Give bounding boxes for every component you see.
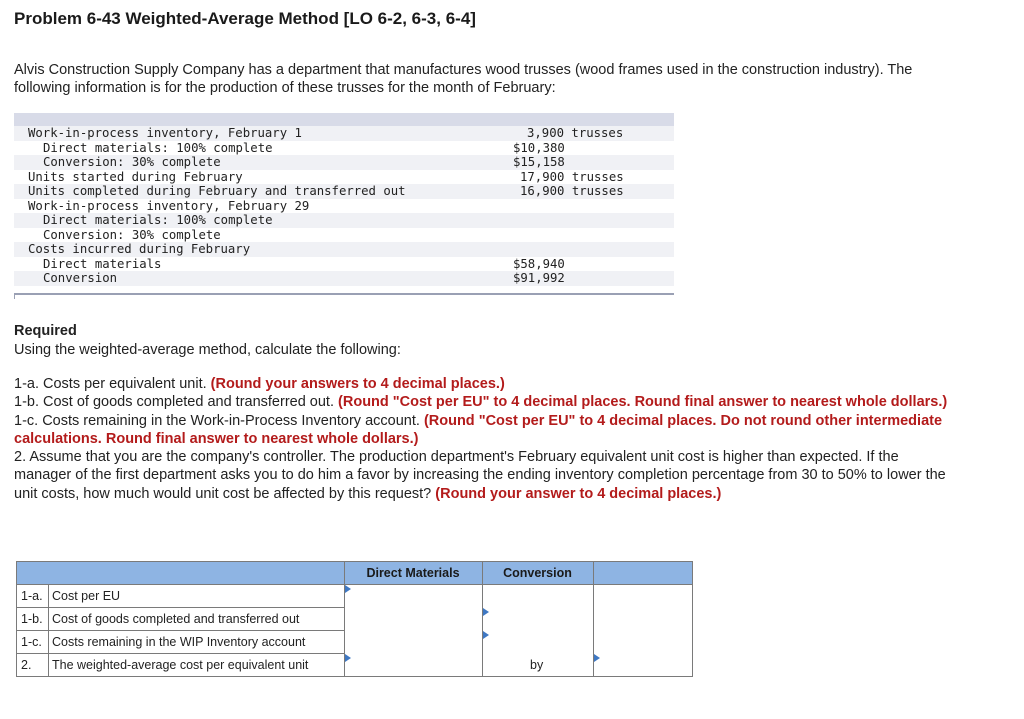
task-1c-text: 1-c. Costs remaining in the Work-in-Process Inventory account.	[14, 412, 420, 429]
answer-row-1c	[17, 631, 344, 653]
header-direct-materials: Direct Materials	[366, 566, 460, 580]
task-1b	[14, 393, 949, 411]
row-label: Direct materials: 100% complete	[43, 213, 273, 227]
input-marker-icon	[345, 585, 351, 593]
table-bottom-cap	[14, 293, 15, 299]
row-label: Conversion: 30% complete	[43, 227, 221, 242]
task-2	[14, 448, 949, 503]
task-1a-hint: (Round your answers to 4 decimal places.)	[210, 376, 505, 392]
task-1a-text: 1-a. Costs per equivalent unit.	[14, 376, 207, 392]
required-subheading: Using the weighted-average method, calculate the following:	[14, 342, 401, 358]
row-value: 16,900 trusses	[520, 184, 624, 198]
input-marker-icon	[594, 654, 600, 662]
table-row	[14, 141, 674, 156]
input-marker-icon	[483, 631, 489, 639]
task-1c-hint: (Round "Cost per EU" to 4 decimal places. Do not round other intermediate calculations. Round final answer to nearest whole dollars.)	[14, 412, 943, 447]
table-row	[14, 199, 674, 214]
table-row	[14, 170, 674, 185]
task-list	[14, 375, 949, 503]
row-value: $15,158	[513, 155, 565, 169]
row-value: 3,900 trusses	[527, 126, 624, 140]
row-label: Costs incurred during February	[28, 242, 251, 256]
dm-cost-per-eu-input[interactable]	[345, 585, 482, 607]
row-value: $91,992	[513, 271, 565, 285]
row-value: $58,940	[513, 256, 565, 271]
row-label: Work-in-process inventory, February 29	[28, 198, 310, 213]
table-top-band	[14, 113, 674, 126]
table-row	[14, 242, 674, 257]
task-2-hint: (Round your answer to 4 decimal places.)	[435, 485, 722, 502]
task-2-text: 2. Assume that you are the company's controller. The production department's February equivalent unit cost is higher than expected. If the manager of the first department asks you to do him a favor by increasing the ending inventory completion percentage from 30 to 50% to lower the unit costs, how much would unit cost be affected by this request?	[14, 449, 946, 502]
unit-cost-change-input[interactable]	[594, 654, 691, 676]
unit-cost-change-select[interactable]	[345, 654, 482, 676]
table-bottom-rule	[14, 293, 674, 295]
required-heading: Required	[14, 323, 77, 339]
production-data-table	[14, 113, 674, 299]
row-description: The weighted-average cost per equivalent unit	[52, 658, 309, 672]
row-description: Costs remaining in the WIP Inventory account	[52, 635, 306, 649]
row-number: 1-c.	[21, 635, 42, 649]
table-row	[14, 184, 674, 199]
row-number: 1-a.	[21, 589, 43, 603]
row-number: 1-b.	[21, 612, 43, 626]
header-conversion: Conversion	[503, 566, 572, 580]
answer-row-1a	[17, 585, 344, 607]
row-description: Cost per EU	[52, 589, 121, 603]
problem-title: Problem 6-43 Weighted-Average Method [LO 6-2, 6-3, 6-4]	[14, 9, 476, 28]
table-row	[14, 257, 674, 272]
task-1b-text: 1-b. Cost of goods completed and transferred out.	[14, 394, 334, 411]
table-row	[14, 271, 674, 286]
by-label: by	[530, 658, 544, 672]
conversion-cost-per-eu-input[interactable]	[483, 585, 593, 607]
input-marker-icon	[483, 608, 489, 616]
task-1a	[14, 375, 949, 393]
row-label: Work-in-process inventory, February 1	[28, 126, 302, 140]
table-row	[14, 213, 674, 228]
row-description: Cost of goods completed and transferred out	[52, 612, 300, 626]
answer-row-1b	[17, 608, 344, 630]
row-label: Units completed during February and transferred out	[28, 184, 406, 198]
row-number: 2.	[21, 658, 32, 672]
dropdown-marker-icon	[345, 654, 351, 662]
row-label: Conversion: 30% complete	[43, 155, 221, 169]
cogs-transferred-input[interactable]	[483, 608, 593, 630]
answer-row-2	[17, 654, 344, 676]
table-row	[14, 155, 674, 170]
table-row	[14, 228, 674, 243]
answer-table-header	[17, 562, 692, 585]
wip-costs-remaining-input[interactable]	[483, 631, 593, 653]
problem-intro: Alvis Construction Supply Company has a department that manufactures wood trusses (wood frames used in the construction industry). The following information is for the production of these trusses for the month of February:	[14, 62, 913, 96]
task-1c	[14, 412, 949, 449]
table-row	[14, 126, 674, 141]
answer-table	[16, 561, 693, 677]
row-label: Direct materials	[43, 256, 162, 271]
row-value: $10,380	[513, 140, 565, 155]
row-label: Conversion	[43, 271, 118, 285]
row-label: Units started during February	[28, 169, 243, 184]
row-label: Direct materials: 100% complete	[43, 140, 273, 155]
row-value: 17,900 trusses	[520, 169, 624, 184]
task-1b-hint: (Round "Cost per EU" to 4 decimal places. Round final answer to nearest whole dollars.)	[338, 394, 948, 411]
